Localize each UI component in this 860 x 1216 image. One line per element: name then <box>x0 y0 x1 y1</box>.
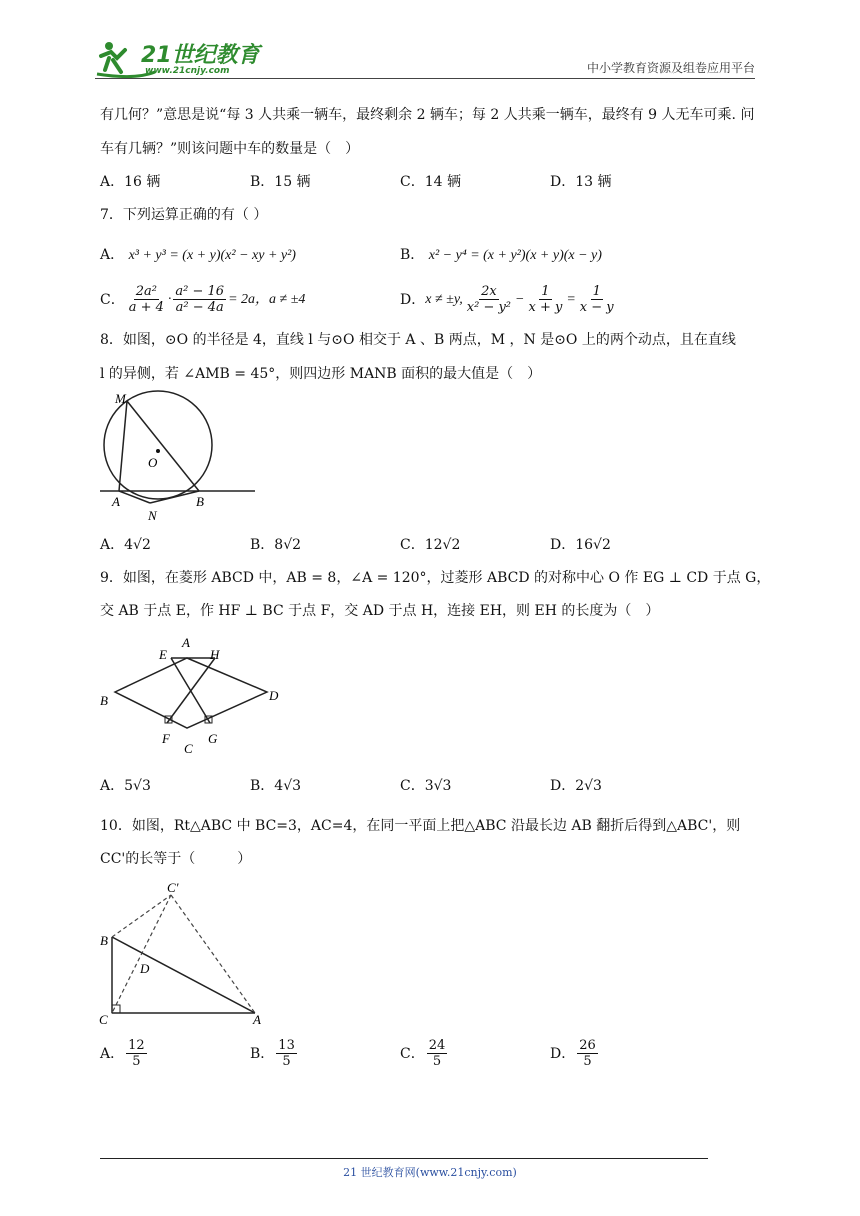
q9-label-e: E <box>159 647 167 662</box>
q7-c-frac2-num: a² − 16 <box>175 284 225 299</box>
q8-figure <box>95 385 260 525</box>
q9-line1: 9．如图，在菱形 ABCD 中，AB = 8，∠A = 120°，过菱形 ABCD 的对称中心 O 作 EG ⊥ CD 于点 G， <box>100 570 771 586</box>
footer-divider <box>100 1158 708 1159</box>
q7-d-frac3 <box>578 284 616 315</box>
q8-line1: 8．如图，⊙O 的半径是 4，直线 l 与⊙O 相交于 A 、B 两点，M ，N 是⊙O 上的两个动点，且在直线 <box>100 332 736 348</box>
q10-option-a-label: A． <box>100 1045 125 1062</box>
q6-option-b: B．15 辆 <box>250 174 311 190</box>
q7-c-frac1-den: a + 4 <box>128 300 164 315</box>
q9-line2: 交 AB 于点 E，作 HF ⊥ BC 于点 F，交 AD 于点 H，连接 EH，则 EH 的长度为（ ） <box>100 603 660 619</box>
q7-d-pre: x ≠ ±y, <box>425 291 463 307</box>
footer-text[interactable]: 21 世纪教育网(www.21cnjy.com) <box>343 1166 517 1179</box>
q10-option-c-den: 5 <box>432 1054 442 1069</box>
q10-option-c-frac <box>427 1038 448 1069</box>
q10-label-b: B <box>100 933 108 948</box>
q7-option-c-label: C． <box>100 291 125 308</box>
q7-option-b <box>400 245 602 266</box>
q10-option-b-label: B． <box>250 1045 275 1062</box>
q9-option-d: D．2√3 <box>550 778 602 794</box>
q7-option-d: D． x ≠ ±y, $\frac{2x}{\text{x² − y²}}$ − $\frac{1}{x + y}$ = $\frac{1}{x - y}$ <box>400 284 614 315</box>
q9-figure <box>95 630 295 760</box>
q9-option-c: C．3√3 <box>400 778 452 794</box>
q8-option-c: C．12√2 <box>400 537 461 553</box>
q9-label-a: A <box>182 635 190 650</box>
q7-option-b-label: B． <box>400 247 425 263</box>
q10-label-c: C <box>99 1012 108 1027</box>
q7-option-a-label: A． <box>100 247 125 263</box>
q7-d-frac2 <box>526 284 564 315</box>
q10-option-a-den: 5 <box>132 1054 141 1069</box>
q7-d-frac2-den: x + y <box>528 300 563 315</box>
q10-label-c-prime: C' <box>167 880 179 895</box>
q10-option-a <box>100 1038 149 1069</box>
q8-label-b: B <box>196 494 204 509</box>
q9-option-a: A．5√3 <box>100 778 151 794</box>
header-logo <box>95 36 265 80</box>
q8-option-b: B．8√2 <box>250 537 302 553</box>
q9-label-f: F <box>162 731 170 746</box>
q9-label-g: G <box>208 731 218 746</box>
q9-label-c: C <box>184 741 193 756</box>
q7-option-d-label: D． <box>400 291 426 308</box>
q10-option-a-num: 12 <box>128 1038 145 1053</box>
q8-option-d: D．16√2 <box>550 537 611 553</box>
q10-option-c-label: C． <box>400 1045 425 1062</box>
q10-label-d: D <box>140 961 150 976</box>
q8-label-a: A <box>112 494 120 509</box>
q10-label-a: A <box>253 1012 261 1027</box>
q7-c-frac2 <box>173 284 226 315</box>
q10-option-d-num: 26 <box>579 1038 596 1053</box>
q8-label-n: N <box>148 508 157 523</box>
q7-d-frac3-num: 1 <box>592 284 601 299</box>
q6-option-d: D．13 辆 <box>550 174 612 190</box>
q6-option-a: A．16 辆 <box>100 174 161 190</box>
q10-option-d <box>550 1038 600 1069</box>
q7-option-c: C． $\frac{\text{2a²}}{a + 4}$ · $\frac{\text{a² − 16}}{\text{a² − 4a}}$ = 2a，a ≠ ±4 <box>100 284 306 315</box>
q8-line2: l 的异侧，若 ∠AMB = 45°，则四边形 MANB 面积的最大值是（ ） <box>100 366 542 382</box>
q10-option-a-frac <box>126 1038 147 1069</box>
q7-option-a <box>100 245 296 266</box>
q7-c-frac2-den: a² − 4a <box>175 300 224 315</box>
q10-option-b-num: 13 <box>278 1038 295 1053</box>
q8-label-m: M <box>115 391 126 406</box>
header-divider <box>95 78 755 79</box>
q7-d-frac1-den: x² − y² <box>466 300 512 315</box>
q7-c-rest: = 2a，a ≠ ±4 <box>228 291 306 307</box>
q7-option-b-expr: x² − y⁴ = (x + y²)(x + y)(x − y) <box>428 248 602 263</box>
q10-option-b-den: 5 <box>282 1054 291 1069</box>
q10-option-d-label: D． <box>550 1045 576 1062</box>
q7-d-frac1-num: 2x <box>481 284 497 299</box>
q6-line1: 有几何？”意思是说“每 3 人共乘一辆车，最终剩余 2 辆车；每 2 人共乘一辆车，最终有 9 人无车可乘. 问 <box>100 107 755 123</box>
q10-option-b-frac <box>276 1038 297 1069</box>
q10-option-b <box>250 1038 299 1069</box>
q7-option-a-expr: x³ + y³ = (x + y)(x² − xy + y²) <box>128 248 296 263</box>
q8-option-a: A．4√2 <box>100 537 151 553</box>
q10-option-d-den: 5 <box>583 1054 592 1069</box>
header-right-text: 中小学教育资源及组卷应用平台 <box>586 61 755 75</box>
q7-d-frac1 <box>465 284 513 315</box>
q7-d-frac2-num: 1 <box>541 284 550 299</box>
q10-line2: CC'的长等于（ ） <box>100 851 252 867</box>
q6-option-c: C．14 辆 <box>400 174 461 190</box>
logo-main-text: 21世纪教育 <box>141 43 260 68</box>
q9-option-b: B．4√3 <box>250 778 302 794</box>
q10-option-c <box>400 1038 449 1069</box>
logo-url-text: www.21cnjy.com <box>145 66 230 76</box>
q7-d-frac3-den: x − y <box>579 300 614 315</box>
q7-c-frac1-num: 2a² <box>135 284 157 299</box>
q10-option-c-num: 24 <box>428 1038 446 1053</box>
q10-option-d-frac <box>577 1038 598 1069</box>
q6-line2: 车有几辆？”则该问题中车的数量是（ ） <box>100 141 360 157</box>
q10-line1: 10．如图，Rt△ABC 中 BC=3，AC=4，在同一平面上把△ABC 沿最长边 AB 翻折后得到△ABC'，则 <box>100 818 741 834</box>
q7-stem: 7．下列运算正确的有（ ） <box>100 207 268 223</box>
q9-label-b: B <box>100 693 108 708</box>
q9-label-h: H <box>210 647 220 662</box>
q7-c-frac1 <box>127 284 166 315</box>
q9-label-d: D <box>269 688 279 703</box>
q8-label-o: O <box>148 455 158 470</box>
q10-figure <box>95 875 270 1030</box>
